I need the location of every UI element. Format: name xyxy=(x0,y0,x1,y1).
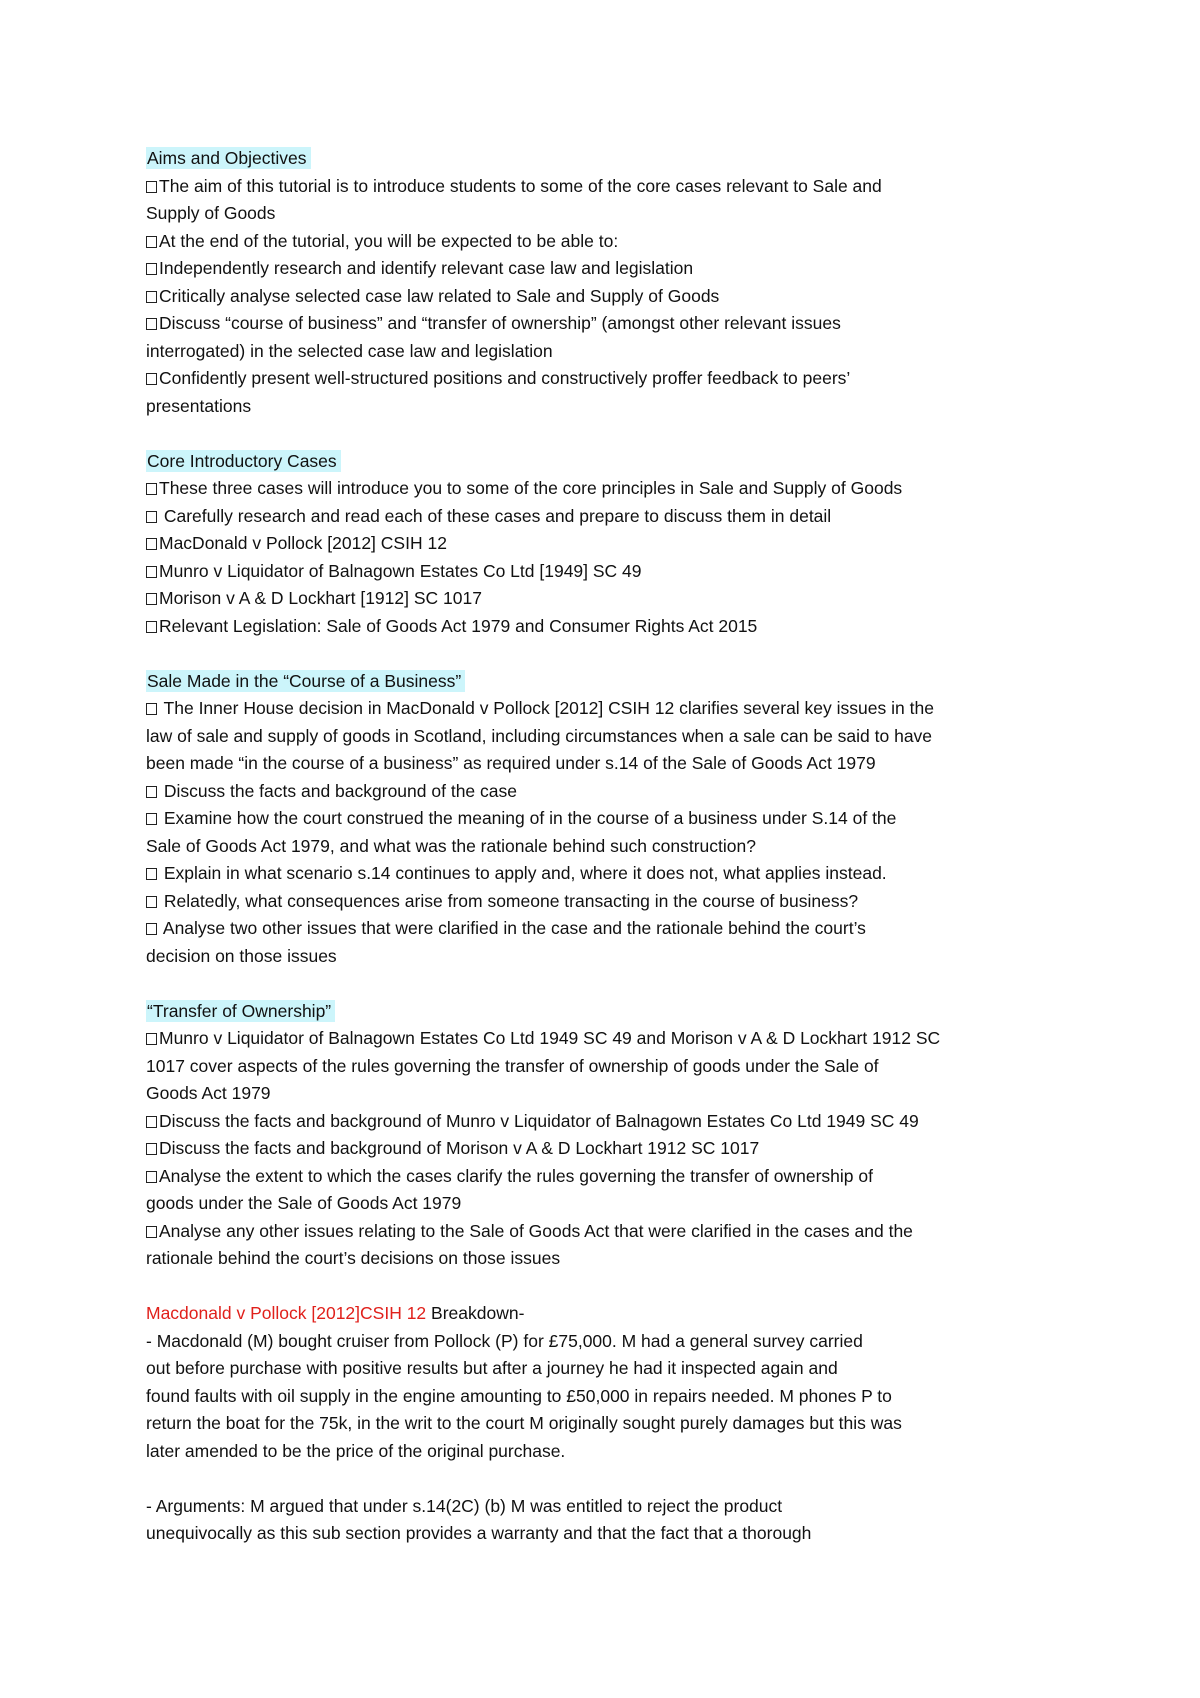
core-item-text: Munro v Liquidator of Balnagown Estates Co Ltd [1949] SC 49 xyxy=(159,560,642,581)
aims-item xyxy=(146,283,1100,311)
aims-item-text: At the end of the tutorial, you will be expected to be able to: xyxy=(159,230,619,251)
transfer-item-text: goods under the Sale of Goods Act 1979 xyxy=(146,1193,462,1213)
checkbox-icon xyxy=(146,703,157,715)
breakdown-para2-line: unequivocally as this sub section provides a warranty and that the fact that a thorough xyxy=(146,1523,812,1543)
checkbox-icon xyxy=(146,291,157,303)
aims-item-continued xyxy=(146,338,1100,366)
course-item xyxy=(146,695,1100,723)
transfer-heading-text: “Transfer of Ownership” xyxy=(146,1000,335,1022)
core-item-text: Relevant Legislation: Sale of Goods Act 1979 and Consumer Rights Act 2015 xyxy=(159,615,758,636)
checkbox-icon xyxy=(146,1033,157,1045)
aims-item xyxy=(146,310,1100,338)
course-item-text: Sale of Goods Act 1979, and what was the rationale behind such construction? xyxy=(146,835,756,856)
aims-item-text: Independently research and identify relevant case law and legislation xyxy=(159,258,694,278)
transfer-item xyxy=(146,1218,1100,1246)
course-item-text: Examine how the court construed the meaning of in the course of a business under S.14 of the xyxy=(159,808,897,828)
breakdown-para1-line: return the boat for the 75k, in the writ to the court M originally sought purely damages but this was xyxy=(146,1413,902,1433)
breakdown-arguments xyxy=(146,1493,1100,1548)
transfer-item-continued xyxy=(146,1190,1100,1218)
checkbox-icon xyxy=(146,236,157,248)
course-item-continued xyxy=(146,723,1100,751)
breakdown-para1-line: out before purchase with positive results but after a journey he had it inspected again and xyxy=(146,1358,838,1378)
aims-item-text: Supply of Goods xyxy=(146,203,276,223)
course-section xyxy=(146,668,1100,971)
aims-item-continued xyxy=(146,393,1100,421)
checkbox-icon xyxy=(146,318,157,330)
core-item xyxy=(146,613,1100,641)
core-item xyxy=(146,585,1100,613)
breakdown-case-citation: Macdonald v Pollock [2012]CSIH 12 xyxy=(146,1303,427,1323)
transfer-item-text: rationale behind the court’s decisions on those issues xyxy=(146,1248,561,1268)
aims-item-text: Critically analyse selected case law related to Sale and Supply of Goods xyxy=(159,285,720,306)
aims-item-text: interrogated) in the selected case law and legislation xyxy=(146,340,553,361)
aims-item xyxy=(146,228,1100,256)
core-item-text: Carefully research and read each of these cases and prepare to discuss them in detail xyxy=(159,505,832,526)
course-item xyxy=(146,805,1100,833)
aims-item-continued xyxy=(146,200,1100,228)
core-item-text: Morison v A & D Lockhart [1912] SC 1017 xyxy=(159,588,482,608)
checkbox-icon xyxy=(146,538,157,550)
aims-item xyxy=(146,173,1100,201)
checkbox-icon xyxy=(146,896,157,908)
aims-item xyxy=(146,255,1100,283)
transfer-item-continued xyxy=(146,1080,1100,1108)
core-heading xyxy=(146,448,1100,476)
breakdown-para1-line: later amended to be the price of the original purchase. xyxy=(146,1440,566,1461)
course-item-text: Relatedly, what consequences arise from someone transacting in the course of business? xyxy=(159,890,859,911)
transfer-item-text: 1017 cover aspects of the rules governing the transfer of ownership of goods under the Sale of xyxy=(146,1055,879,1076)
transfer-item-text: Discuss the facts and background of Morison v A & D Lockhart 1912 SC 1017 xyxy=(159,1138,760,1158)
transfer-item xyxy=(146,1135,1100,1163)
transfer-section xyxy=(146,998,1100,1273)
breakdown-heading-suffix: Breakdown- xyxy=(426,1303,525,1323)
course-item-continued xyxy=(146,750,1100,778)
checkbox-icon xyxy=(146,181,157,193)
checkbox-icon xyxy=(146,1143,157,1155)
core-item xyxy=(146,530,1100,558)
aims-item-text: Confidently present well-structured positions and constructively proffer feedback to peers’ xyxy=(159,368,851,388)
checkbox-icon xyxy=(146,1226,157,1238)
transfer-item xyxy=(146,1025,1100,1053)
breakdown-para1-line: found faults with oil supply in the engine amounting to £50,000 in repairs needed. M phones P to xyxy=(146,1385,892,1406)
core-item xyxy=(146,503,1100,531)
breakdown-para2-line: - Arguments: M argued that under s.14(2C) (b) M was entitled to reject the product xyxy=(146,1495,783,1516)
course-item xyxy=(146,888,1100,916)
aims-item-text: presentations xyxy=(146,395,252,416)
core-item xyxy=(146,558,1100,586)
course-heading xyxy=(146,668,1100,696)
checkbox-icon xyxy=(146,1116,157,1128)
transfer-item-continued xyxy=(146,1245,1100,1273)
course-item-text: law of sale and supply of goods in Scotland, including circumstances when a sale can be said to have xyxy=(146,725,933,746)
checkbox-icon xyxy=(146,483,157,495)
course-heading-text: Sale Made in the “Course of a Business” xyxy=(146,670,465,692)
transfer-item-text: Discuss the facts and background of Munro v Liquidator of Balnagown Estates Co Ltd 1949 SC 49 xyxy=(159,1110,919,1131)
course-item xyxy=(146,860,1100,888)
course-item-text: The Inner House decision in MacDonald v Pollock [2012] CSIH 12 clarifies several key issues in the xyxy=(159,698,934,718)
course-item-text: Analyse two other issues that were clarified in the case and the rationale behind the court’s xyxy=(159,918,866,938)
checkbox-icon xyxy=(146,263,157,275)
checkbox-icon xyxy=(146,923,157,935)
core-section xyxy=(146,448,1100,641)
aims-item xyxy=(146,365,1100,393)
checkbox-icon xyxy=(146,868,157,880)
transfer-item-text: Analyse any other issues relating to the Sale of Goods Act that were clarified in the cases and the xyxy=(159,1220,913,1241)
core-item-text: MacDonald v Pollock [2012] CSIH 12 xyxy=(159,533,447,553)
transfer-item xyxy=(146,1163,1100,1191)
transfer-item-text: Goods Act 1979 xyxy=(146,1083,271,1103)
core-heading-text: Core Introductory Cases xyxy=(146,450,341,472)
core-item-text: These three cases will introduce you to some of the core principles in Sale and Supply of Goods xyxy=(159,478,903,498)
checkbox-icon xyxy=(146,621,157,633)
transfer-item-text: Analyse the extent to which the cases clarify the rules governing the transfer of ownership of xyxy=(159,1165,873,1186)
course-item-continued xyxy=(146,833,1100,861)
checkbox-icon xyxy=(146,511,157,523)
transfer-heading xyxy=(146,998,1100,1026)
aims-heading xyxy=(146,145,1100,173)
breakdown-heading xyxy=(146,1300,1100,1328)
course-item-text: decision on those issues xyxy=(146,945,337,966)
transfer-item xyxy=(146,1108,1100,1136)
course-item-continued xyxy=(146,943,1100,971)
checkbox-icon xyxy=(146,813,157,825)
checkbox-icon xyxy=(146,373,157,385)
aims-heading-text: Aims and Objectives xyxy=(146,147,311,169)
aims-section xyxy=(146,145,1100,420)
course-item-text: Explain in what scenario s.14 continues to apply and, where it does not, what applies instead. xyxy=(159,863,887,883)
aims-item-text: Discuss “course of business” and “transfer of ownership” (amongst other relevant issues xyxy=(159,313,841,333)
course-item-text: Discuss the facts and background of the case xyxy=(159,780,517,801)
checkbox-icon xyxy=(146,566,157,578)
course-item xyxy=(146,915,1100,943)
aims-item-text: The aim of this tutorial is to introduce students to some of the core cases relevant to Sale and xyxy=(159,175,882,196)
breakdown-section xyxy=(146,1300,1100,1465)
core-item xyxy=(146,475,1100,503)
transfer-item-continued xyxy=(146,1053,1100,1081)
course-item xyxy=(146,778,1100,806)
transfer-item-text: Munro v Liquidator of Balnagown Estates Co Ltd 1949 SC 49 and Morison v A & D Lockhart 1912 SC xyxy=(159,1028,941,1048)
checkbox-icon xyxy=(146,593,157,605)
checkbox-icon xyxy=(146,1171,157,1183)
checkbox-icon xyxy=(146,786,157,798)
course-item-text: been made “in the course of a business” as required under s.14 of the Sale of Goods Act 1979 xyxy=(146,753,876,773)
breakdown-para1-line: - Macdonald (M) bought cruiser from Pollock (P) for £75,000. M had a general survey carried xyxy=(146,1330,863,1351)
